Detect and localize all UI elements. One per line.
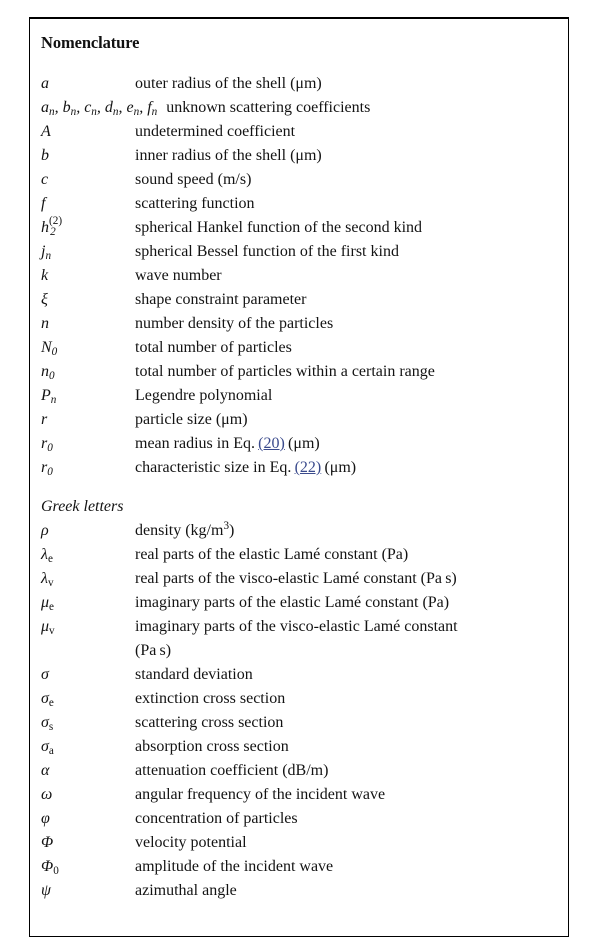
entry-rho: [41, 519, 558, 543]
greek-letters-group: [38, 495, 558, 903]
entry-mu-v: [41, 615, 558, 663]
entry-n: [41, 312, 558, 336]
symbol-mu-v: $\mu_v$: [41, 618, 55, 638]
desc-Phi: velocity potential: [135, 834, 247, 851]
entry-h2: [41, 216, 558, 240]
symbol-rho: ρ: [41, 522, 49, 539]
symbol-omega: ω: [41, 786, 53, 803]
desc-rho-pre: density (kg/m: [135, 522, 224, 539]
desc-n: number density of the particles: [135, 315, 334, 332]
symbol-N0: $N_0$: [41, 339, 58, 359]
entry-omega: [41, 783, 558, 807]
symbol-mu-e: $\mu_e$: [41, 594, 54, 614]
entry-r: [41, 408, 558, 432]
desc-r0-char: [135, 456, 558, 480]
symbol-Phi: Φ: [41, 834, 54, 851]
entry-psi: [41, 879, 558, 903]
desc-sigma-e: extinction cross section: [135, 690, 286, 707]
desc-r0-char-pre: characteristic size in Eq.: [135, 459, 295, 476]
entry-sigma-e: [41, 687, 558, 711]
desc-psi: azimuthal angle: [135, 882, 237, 899]
desc-r0-mean: [135, 432, 558, 456]
desc-rho: [135, 519, 558, 543]
entry-r0-mean: [41, 432, 558, 456]
entry-r0-char: [41, 456, 558, 480]
symbol-h2: h (2) 2: [41, 215, 63, 239]
entry-mu-e: [41, 591, 558, 615]
entry-b: [41, 144, 558, 168]
desc-Phi0: amplitude of the incident wave: [135, 858, 334, 875]
entry-jn: [41, 240, 558, 264]
symbol-n0: $n_0$: [41, 363, 55, 383]
symbol-xi: ξ: [41, 291, 48, 308]
desc-lambda-e: real parts of the elastic Lamé constant (Pa): [135, 546, 409, 563]
title-spacer: [38, 59, 558, 72]
desc-sigma: standard deviation: [135, 666, 253, 683]
symbol-alpha: α: [41, 762, 50, 779]
desc-lambda-v: real parts of the visco-elastic Lamé constant (Pa s): [135, 570, 457, 587]
entry-f: [41, 192, 558, 216]
desc-a: outer radius of the shell (μm): [135, 75, 322, 92]
symbol-r: r: [41, 411, 48, 428]
symbol-c: c: [41, 171, 49, 188]
desc-N0: total number of particles: [135, 339, 292, 356]
desc-h2: spherical Hankel function of the second kind: [135, 219, 423, 236]
symbol-A: A: [41, 123, 51, 140]
symbol-k: k: [41, 267, 49, 284]
desc-an-series: unknown scattering coefficients: [166, 99, 371, 116]
entry-A: [41, 120, 558, 144]
entry-sigma: [41, 663, 558, 687]
symbol-Phi0: $\Phi_0$: [41, 858, 59, 878]
symbol-varphi: φ: [41, 810, 50, 827]
entry-N0: [41, 336, 558, 360]
desc-A: undetermined coefficient: [135, 123, 296, 140]
entry-a: [41, 72, 558, 96]
entry-c: [41, 168, 558, 192]
entry-xi: [41, 288, 558, 312]
symbol-sigma-s: $\sigma_s$: [41, 714, 54, 734]
symbol-n: n: [41, 315, 49, 332]
desc-b: inner radius of the shell (μm): [135, 147, 322, 164]
entry-Pn: [41, 384, 558, 408]
desc-varphi: concentration of particles: [135, 810, 298, 827]
desc-xi: shape constraint parameter: [135, 291, 307, 308]
desc-r0-char-post: (μm): [321, 459, 357, 476]
desc-mu-v: [135, 615, 558, 663]
desc-rho-exponent: 3: [223, 520, 230, 533]
symbol-psi: ψ: [41, 882, 51, 899]
entry-sigma-s: [41, 711, 558, 735]
entry-alpha: [41, 759, 558, 783]
entry-k: [41, 264, 558, 288]
symbol-sigma: σ: [41, 666, 49, 683]
equation-link-20[interactable]: (20): [258, 435, 285, 452]
symbol-r0-char: $r_0$: [41, 459, 53, 479]
entry-n0: [41, 360, 558, 384]
symbol-b: b: [41, 147, 49, 164]
symbol-r0-mean: $r_0$: [41, 435, 53, 455]
group-spacer: [38, 480, 558, 495]
desc-rho-post: ): [229, 522, 235, 539]
desc-r0-mean-post: (μm): [284, 435, 320, 452]
desc-alpha: attenuation coefficient (dB/m): [135, 762, 329, 779]
desc-f: scattering function: [135, 195, 255, 212]
entry-varphi: [41, 807, 558, 831]
symbols-group: [38, 72, 558, 480]
page-title: Nomenclature: [41, 33, 140, 52]
symbol-lambda-e: $\lambda_e$: [41, 546, 53, 566]
desc-mu-e: imaginary parts of the elastic Lamé constant (Pa): [135, 594, 450, 611]
desc-k: wave number: [135, 267, 222, 284]
desc-n0: total number of particles within a certain range: [135, 363, 435, 380]
desc-r0-mean-pre: mean radius in Eq.: [135, 435, 259, 452]
nomenclature-box: [29, 17, 569, 937]
desc-r: particle size (μm): [135, 411, 248, 428]
greek-letters-heading: Greek letters: [41, 498, 124, 515]
desc-sigma-a: absorption cross section: [135, 738, 289, 755]
symbol-jn: $j_n$: [41, 243, 52, 263]
desc-omega: angular frequency of the incident wave: [135, 786, 386, 803]
desc-mu-v-line2: (Pa s): [135, 642, 172, 659]
desc-mu-v-line1: imaginary parts of the visco-elastic Lamé constant: [135, 618, 458, 635]
symbol-Pn: $P_n$: [41, 387, 57, 407]
symbol-sigma-a: $\sigma_a$: [41, 738, 54, 758]
entry-an-series: [41, 96, 558, 120]
entry-lambda-v: [41, 567, 558, 591]
entry-Phi0: [41, 855, 558, 879]
desc-jn: spherical Bessel function of the first kind: [135, 243, 399, 260]
entry-Phi: [41, 831, 558, 855]
entry-sigma-a: [41, 735, 558, 759]
entry-lambda-e: [41, 543, 558, 567]
desc-c: sound speed (m/s): [135, 171, 252, 188]
symbol-lambda-v: $\lambda_v$: [41, 570, 54, 590]
symbol-a: a: [41, 75, 49, 92]
desc-Pn: Legendre polynomial: [135, 387, 273, 404]
symbol-f: f: [41, 195, 46, 212]
desc-sigma-s: scattering cross section: [135, 714, 284, 731]
equation-link-22[interactable]: (22): [294, 459, 322, 476]
symbol-an-series: $a_n$, $b_n$, $c_n$, $d_n$, $e_n$, $f_n$: [41, 99, 158, 119]
symbol-sigma-e: $\sigma_e$: [41, 690, 54, 710]
